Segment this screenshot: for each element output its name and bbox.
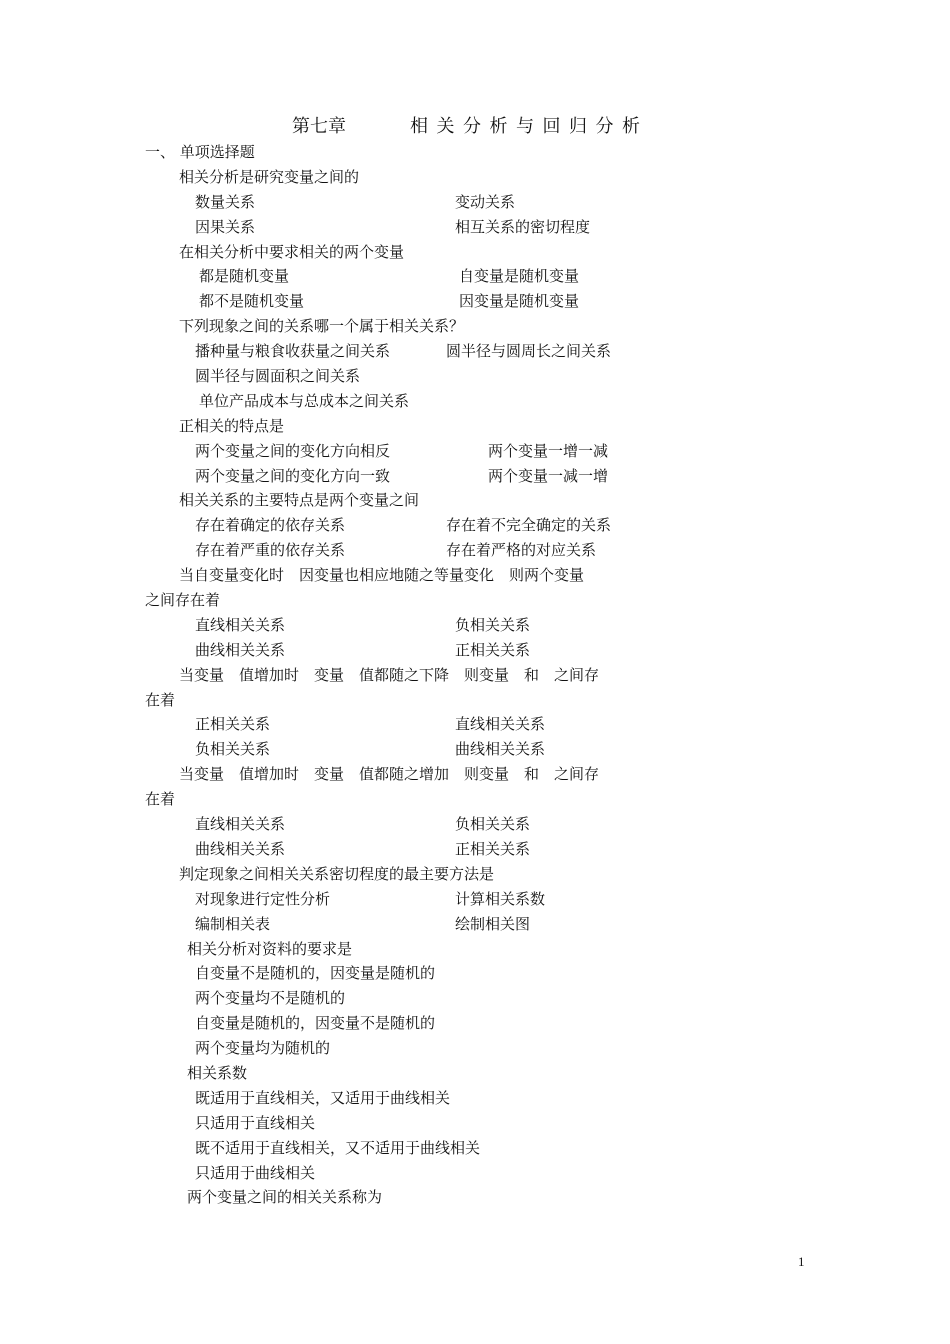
question-10: 相关分析对资料的要求是 (187, 939, 353, 958)
question-9: 判定现象之间相关关系密切程度的最主要方法是 (179, 864, 495, 883)
option: 计算相关系数 (455, 889, 546, 908)
option: 存在着不完全确定的关系 (446, 516, 612, 535)
question-7-continuation: 在着 (145, 690, 176, 709)
section-heading: 一、 单项选择题 (145, 143, 255, 161)
question-6-continuation: 之间存在着 (145, 591, 221, 610)
option: 存在着严格的对应关系 (446, 541, 597, 560)
option: 直线相关关系 (195, 815, 286, 834)
option: 负相关关系 (455, 815, 531, 834)
option: 变动关系 (455, 192, 516, 211)
question-5: 相关关系的主要特点是两个变量之间 (179, 491, 420, 510)
option: 直线相关关系 (195, 615, 286, 634)
question-12: 两个变量之间的相关关系称为 (187, 1188, 383, 1207)
option: 两个变量一增一减 (488, 441, 609, 460)
option: 既适用于直线相关，又适用于曲线相关 (195, 1088, 451, 1107)
chapter-name: 相关分析与回归分析 (410, 116, 649, 137)
question-list (0, 140, 950, 1210)
option: 负相关关系 (455, 615, 531, 634)
option: 自变量不是随机的，因变量是随机的 (195, 964, 436, 983)
question-1: 相关分析是研究变量之间的 (179, 167, 360, 186)
option: 都不是随机变量 (199, 292, 305, 311)
question-7: 当变量 值增加时 变量 值都随之下降 则变量 和 之间存 (179, 665, 600, 684)
chapter-number: 第七章 (292, 116, 346, 137)
option: 绘制相关图 (455, 914, 531, 933)
option: 圆半径与圆周长之间关系 (446, 342, 612, 361)
option: 编制相关表 (195, 914, 271, 933)
question-8-continuation: 在着 (145, 790, 176, 809)
option: 因果关系 (195, 217, 256, 236)
option: 两个变量均不是随机的 (195, 989, 346, 1008)
option: 负相关关系 (195, 740, 271, 759)
option: 两个变量均为随机的 (195, 1039, 331, 1058)
option: 数量关系 (195, 192, 256, 211)
question-11: 相关系数 (187, 1063, 248, 1082)
option: 因变量是随机变量 (459, 292, 580, 311)
option: 播种量与粮食收获量之间关系 (195, 342, 391, 361)
page-number: 1 (798, 1254, 805, 1269)
option: 自变量是随机变量 (459, 267, 580, 286)
question-4: 正相关的特点是 (179, 416, 285, 435)
option: 只适用于曲线相关 (195, 1163, 316, 1182)
option: 既不适用于直线相关，又不适用于曲线相关 (195, 1138, 481, 1157)
option: 正相关关系 (455, 839, 531, 858)
option: 两个变量一减一增 (488, 466, 609, 485)
option: 正相关关系 (195, 715, 271, 734)
option: 都是随机变量 (199, 267, 290, 286)
question-2: 在相关分析中要求相关的两个变量 (179, 242, 405, 261)
option: 对现象进行定性分析 (195, 889, 331, 908)
option: 圆半径与圆面积之间关系 (195, 367, 361, 386)
option: 曲线相关关系 (195, 839, 286, 858)
option: 两个变量之间的变化方向一致 (195, 466, 391, 485)
question-8: 当变量 值增加时 变量 值都随之增加 则变量 和 之间存 (179, 765, 600, 784)
option: 存在着严重的依存关系 (195, 541, 346, 560)
option: 两个变量之间的变化方向相反 (195, 441, 391, 460)
option: 曲线相关关系 (195, 640, 286, 659)
option: 相互关系的密切程度 (455, 217, 591, 236)
option: 自变量是随机的，因变量不是随机的 (195, 1014, 436, 1033)
question-6: 当自变量变化时 因变量也相应地随之等量变化 则两个变量 (179, 566, 585, 585)
option: 正相关关系 (455, 640, 531, 659)
option: 只适用于直线相关 (195, 1113, 316, 1132)
option: 曲线相关关系 (455, 740, 546, 759)
option: 单位产品成本与总成本之间关系 (199, 391, 410, 410)
question-3: 下列现象之间的关系哪一个属于相关关系？ (179, 317, 465, 336)
option: 直线相关关系 (455, 715, 546, 734)
option: 存在着确定的依存关系 (195, 516, 346, 535)
